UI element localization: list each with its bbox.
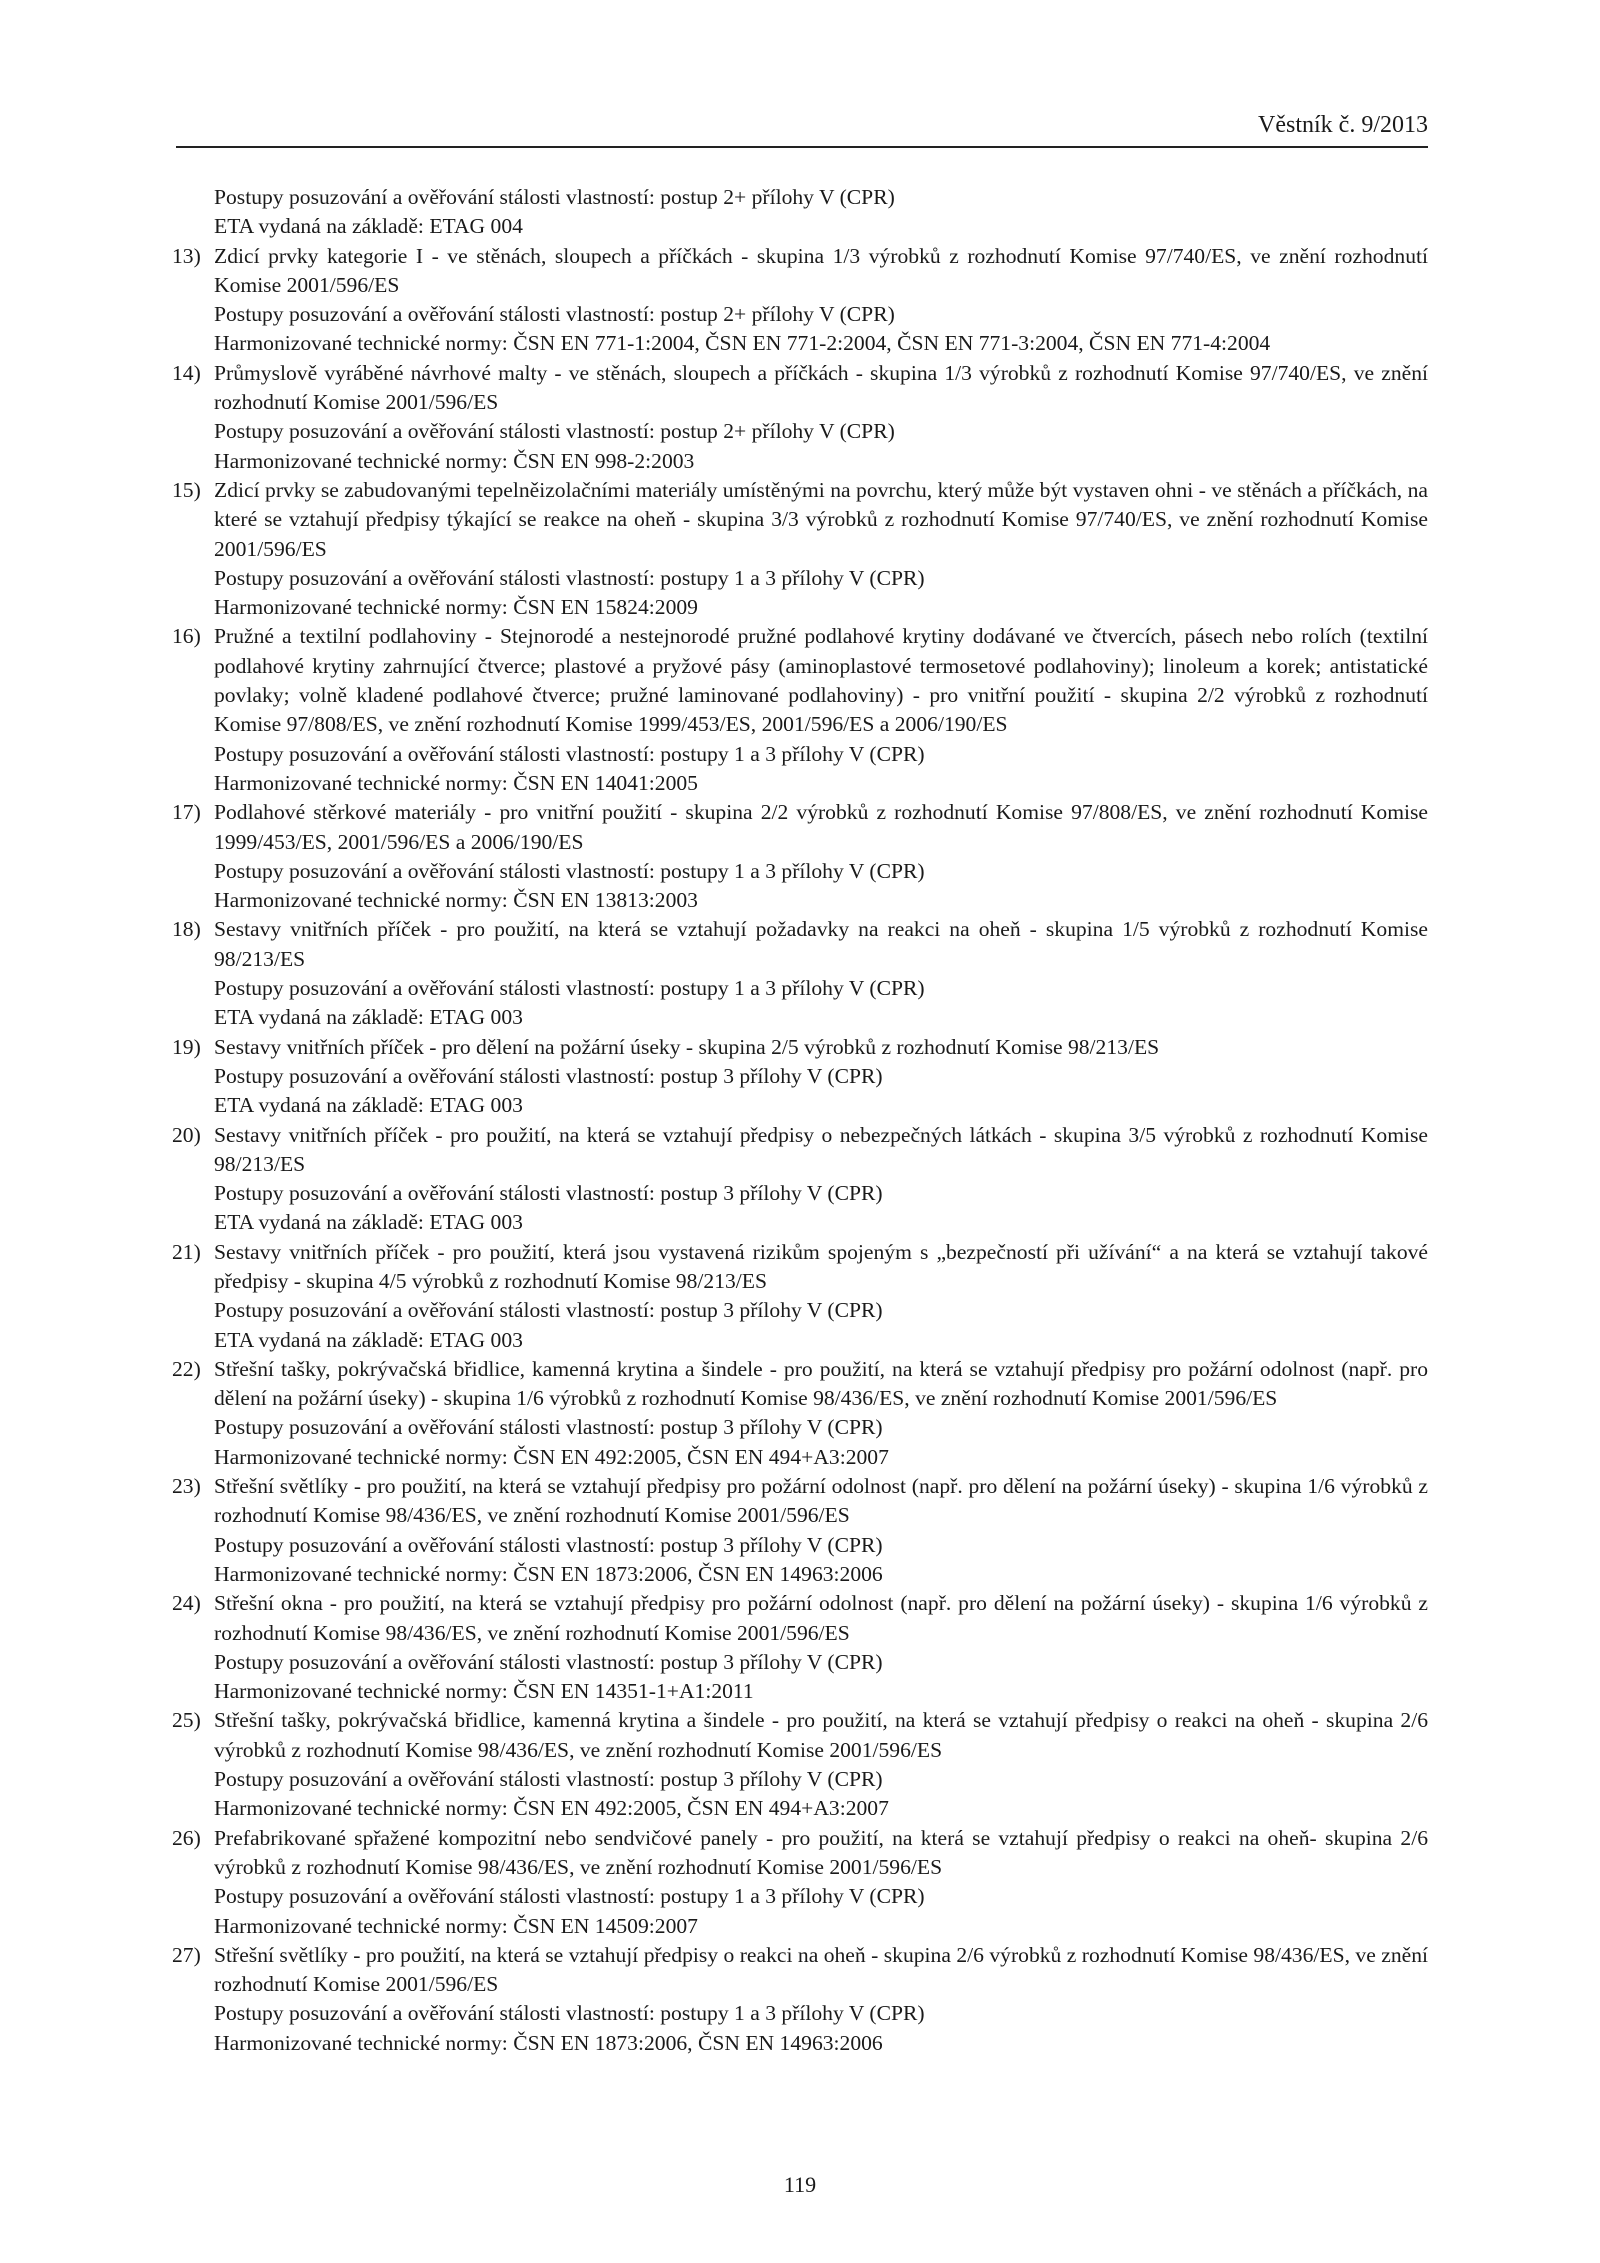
journal-title: Věstník č. 9/2013	[1258, 112, 1428, 138]
item-number: 26)	[172, 1825, 201, 1850]
item-description: Střešní okna - pro použití, na která se vztahují předpisy pro požární odolnost (např. pro dělení na požární úseky) - skupina 1/6 výrobků z rozhodnutí Komise 98/436/ES, ve znění rozhodnutí Komise 2001/596/ES	[214, 1591, 1428, 1645]
item-description: Sestavy vnitřních příček - pro použití, která jsou vystavená rizikům spojeným s „bezpečností při užívání“ a na která se vztahují takové předpisy - skupina 4/5 výrobků z rozhodnutí Komise 98/213/ES	[214, 1239, 1428, 1293]
item-detail-line: Harmonizované technické normy: ČSN EN 492:2005, ČSN EN 494+A3:2007	[214, 1444, 889, 1469]
page-number: 119	[783, 2172, 817, 2197]
item-number: 20)	[172, 1122, 201, 1147]
item-detail-line: Postupy posuzování a ověřování stálosti vlastností: postupy 1 a 3 přílohy V (CPR)	[214, 741, 925, 766]
item-detail-line: Harmonizované technické normy: ČSN EN 492:2005, ČSN EN 494+A3:2007	[214, 1796, 889, 1821]
item-description: Zdicí prvky se zabudovanými tepelněizolačními materiály umístěnými na povrchu, který může být vystaven ohni - ve stěnách a příčkách, na které se vztahují předpisy týkající se reakce na oheň - skupina 3/3 výrobků z rozhodnutí Komise 97/740/ES, ve znění rozhodnutí Komise 2001/596/ES	[214, 477, 1428, 561]
intro-line: Postupy posuzování a ověřování stálosti vlastností: postup 2+ přílohy V (CPR)	[214, 185, 895, 209]
item-description: Sestavy vnitřních příček - pro použití, na která se vztahují předpisy o nebezpečných látkách - skupina 3/5 výrobků z rozhodnutí Komise 98/213/ES	[214, 1122, 1428, 1176]
list-item	[172, 1824, 1428, 1941]
list-item	[172, 242, 1428, 359]
item-detail-line: Postupy posuzování a ověřování stálosti vlastností: postup 2+ přílohy V (CPR)	[214, 419, 895, 444]
item-detail-line: Postupy posuzování a ověřování stálosti vlastností: postup 3 přílohy V (CPR)	[214, 1532, 883, 1557]
item-detail-line: Postupy posuzování a ověřování stálosti vlastností: postupy 1 a 3 přílohy V (CPR)	[214, 858, 925, 883]
item-number: 21)	[172, 1239, 201, 1264]
item-detail-line: Harmonizované technické normy: ČSN EN 15824:2009	[214, 595, 698, 620]
item-detail-line: Harmonizované technické normy: ČSN EN 1873:2006, ČSN EN 14963:2006	[214, 1561, 883, 1586]
list-item	[172, 1941, 1428, 2058]
item-detail-line: ETA vydaná na základě: ETAG 003	[214, 1005, 523, 1030]
item-number: 25)	[172, 1708, 201, 1733]
item-description: Střešní tašky, pokrývačská břidlice, kamenná krytina a šindele - pro použití, na která se vztahují předpisy o reakci na oheň - skupina 2/6 výrobků z rozhodnutí Komise 98/436/ES, ve znění rozhodnutí Komise 2001/596/ES	[214, 1708, 1428, 1762]
item-detail-line: Harmonizované technické normy: ČSN EN 1873:2006, ČSN EN 14963:2006	[214, 2030, 883, 2055]
item-number: 18)	[172, 917, 201, 942]
item-number: 13)	[172, 243, 201, 268]
list-item	[172, 915, 1428, 1032]
item-detail-line: Postupy posuzování a ověřování stálosti vlastností: postup 3 přílohy V (CPR)	[214, 1181, 883, 1206]
item-number: 14)	[172, 360, 201, 385]
list-item	[172, 1355, 1428, 1472]
item-detail-line: Postupy posuzování a ověřování stálosti vlastností: postup 2+ přílohy V (CPR)	[214, 302, 895, 327]
list-item	[172, 1472, 1428, 1589]
list-item	[172, 476, 1428, 622]
item-description: Střešní světlíky - pro použití, na která se vztahují předpisy pro požární odolnost (např. pro dělení na požární úseky) - skupina 1/6 výrobků z rozhodnutí Komise 98/436/ES, ve znění rozhodnutí Komise 2001/596/ES	[214, 1474, 1428, 1528]
item-description: Průmyslově vyráběné návrhové malty - ve stěnách, sloupech a příčkách - skupina 1/3 výrobků z rozhodnutí Komise 97/740/ES, ve znění rozhodnutí Komise 2001/596/ES	[214, 360, 1428, 415]
page-header	[176, 108, 1428, 148]
item-detail-line: Harmonizované technické normy: ČSN EN 771-1:2004, ČSN EN 771-2:2004, ČSN EN 771-3:2004, ČSN EN 771-4:2004	[214, 331, 1271, 356]
item-detail-line: Harmonizované technické normy: ČSN EN 14041:2005	[214, 770, 698, 795]
item-number: 15)	[172, 477, 201, 502]
item-detail-line: Harmonizované technické normy: ČSN EN 13813:2003	[214, 888, 698, 913]
item-detail-line: Postupy posuzování a ověřování stálosti vlastností: postup 3 přílohy V (CPR)	[214, 1415, 883, 1440]
item-description: Prefabrikované spřažené kompozitní nebo sendvičové panely - pro použití, na která se vztahují předpisy o reakci na oheň- skupina 2/6 výrobků z rozhodnutí Komise 98/436/ES, ve znění rozhodnutí Komise 2001/596/ES	[214, 1825, 1428, 1879]
list-item	[172, 1238, 1428, 1355]
item-detail-line: Postupy posuzování a ověřování stálosti vlastností: postupy 1 a 3 přílohy V (CPR)	[214, 2001, 925, 2026]
item-description: Sestavy vnitřních příček - pro použití, na která se vztahují požadavky na reakci na oheň - skupina 1/5 výrobků z rozhodnutí Komise 98/213/ES	[214, 917, 1428, 971]
item-number: 24)	[172, 1591, 201, 1616]
list-item	[172, 798, 1428, 915]
item-number: 17)	[172, 800, 201, 825]
item-detail-line: Postupy posuzování a ověřování stálosti vlastností: postupy 1 a 3 přílohy V (CPR)	[214, 976, 925, 1001]
list-item	[172, 1706, 1428, 1823]
item-number: 19)	[172, 1034, 201, 1059]
list-item	[172, 1589, 1428, 1706]
item-number: 27)	[172, 1942, 201, 1967]
item-detail-line: Postupy posuzování a ověřování stálosti vlastností: postup 3 přílohy V (CPR)	[214, 1063, 883, 1088]
list-item	[172, 1121, 1428, 1238]
item-number: 22)	[172, 1356, 201, 1381]
list-item	[172, 359, 1428, 476]
item-number: 16)	[172, 624, 201, 649]
item-description: Střešní tašky, pokrývačská břidlice, kamenná krytina a šindele - pro použití, na která se vztahují předpisy pro požární odolnost (např. pro dělení na požární úseky) - skupina 1/6 výrobků z rozhodnutí Komise 98/436/ES, ve znění rozhodnutí Komise 2001/596/ES	[214, 1356, 1428, 1411]
item-description: Zdicí prvky kategorie I - ve stěnách, sloupech a příčkách - skupina 1/3 výrobků z rozhodnutí Komise 97/740/ES, ve znění rozhodnutí Komise 2001/596/ES	[214, 243, 1428, 297]
item-description: Sestavy vnitřních příček - pro dělení na požární úseky - skupina 2/5 výrobků z rozhodnutí Komise 98/213/ES	[214, 1034, 1160, 1059]
item-detail-line: ETA vydaná na základě: ETAG 003	[214, 1327, 523, 1352]
item-detail-line: Postupy posuzování a ověřování stálosti vlastností: postupy 1 a 3 přílohy V (CPR)	[214, 1884, 925, 1909]
list-item	[172, 622, 1428, 798]
item-detail-line: Harmonizované technické normy: ČSN EN 14509:2007	[214, 1913, 698, 1938]
item-number: 23)	[172, 1474, 201, 1499]
item-detail-line: Postupy posuzování a ověřování stálosti vlastností: postupy 1 a 3 přílohy V (CPR)	[214, 565, 925, 590]
list-item	[172, 1033, 1428, 1121]
item-detail-line: Harmonizované technické normy: ČSN EN 14351-1+A1:2011	[214, 1679, 754, 1704]
item-list	[172, 242, 1428, 2058]
item-detail-line: ETA vydaná na základě: ETAG 003	[214, 1093, 523, 1118]
document-body	[172, 183, 1428, 2058]
item-description: Střešní světlíky - pro použití, na která se vztahují předpisy o reakci na oheň - skupina 2/6 výrobků z rozhodnutí Komise 98/436/ES, ve znění rozhodnutí Komise 2001/596/ES	[214, 1942, 1428, 1997]
item-detail-line: Postupy posuzování a ověřování stálosti vlastností: postup 3 přílohy V (CPR)	[214, 1767, 883, 1792]
item-description: Pružné a textilní podlahoviny - Stejnorodé a nestejnorodé pružné podlahové krytiny dodávané ve čtvercích, pásech nebo rolích (textilní podlahové krytiny zahrnující čtverce; plastové a pryžové pásy (aminoplastové termosetové podlahoviny); linoleum a korek; antistatické povlaky; volně kladené podlahové čtverce; pružné laminované podlahoviny) - pro vnitřní použití - skupina 2/2 výrobků z rozhodnutí Komise 97/808/ES, ve znění rozhodnutí Komise 1999/453/ES, 2001/596/ES a 2006/190/ES	[214, 624, 1428, 737]
intro-block	[172, 183, 1428, 242]
item-detail-line: Postupy posuzování a ověřování stálosti vlastností: postup 3 přílohy V (CPR)	[214, 1649, 883, 1674]
item-description: Podlahové stěrkové materiály - pro vnitřní použití - skupina 2/2 výrobků z rozhodnutí Komise 97/808/ES, ve znění rozhodnutí Komise 1999/453/ES, 2001/596/ES a 2006/190/ES	[214, 800, 1428, 854]
item-detail-line: Harmonizované technické normy: ČSN EN 998-2:2003	[214, 448, 695, 473]
item-detail-line: Postupy posuzování a ověřování stálosti vlastností: postup 3 přílohy V (CPR)	[214, 1298, 883, 1323]
intro-line: ETA vydaná na základě: ETAG 004	[214, 214, 523, 239]
item-detail-line: ETA vydaná na základě: ETAG 003	[214, 1210, 523, 1235]
